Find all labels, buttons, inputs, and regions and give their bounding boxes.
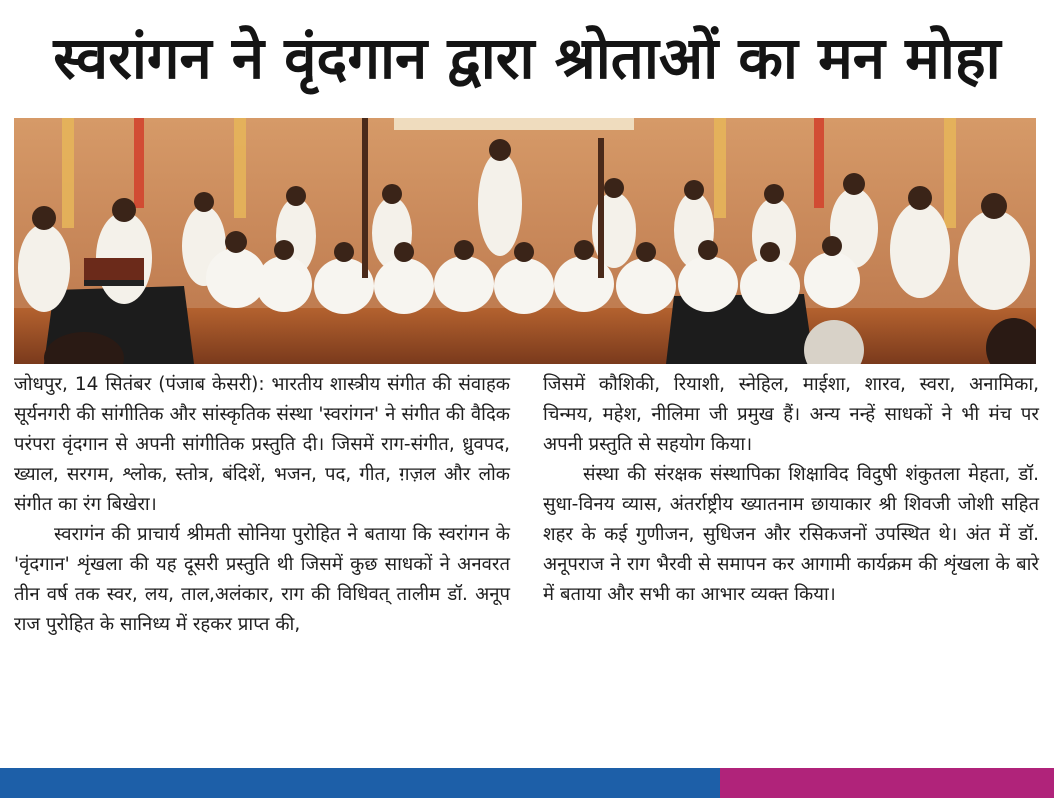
stage-scene-illustration: [14, 118, 1036, 364]
article-paragraph: स्वरागंन की प्राचार्य श्रीमती सोनिया पुरोहित ने बताया कि स्वरांगन के 'वृंदगान' शृंखला की यह दूसरी प्रस्तुति थी जिसमें कुछ साधकों ने अनवरत तीन वर्ष तक स्वर, लय, ताल,अलंकार, राग की विधिवत् तालीम डॉ. अनूप राज पुरोहित के सानिध्य में रहकर प्राप्त की,: [14, 524, 510, 635]
article-paragraph: संस्था की संरक्षक संस्थापिका शिक्षाविद विदुषी शंकुतला मेहता, डॉ. सुधा-विनय व्यास, अंतर्राष्ट्रीय ख्यातनाम छायाकार श्री शिवजी जोशी सहित शहर के कई गुणीजन, सुधिजन और रसिकजनों उपस्थित थे। अंत में डॉ. अनूपराज ने राग भैरवी से समापन कर आगामी कार्यक्रम की शृंखला के बारे में बताया और सभी का आभार व्यक्त किया।: [543, 464, 1039, 605]
article-left-column: [14, 370, 510, 640]
article-right-column: [543, 370, 1039, 610]
article-paragraph: जोधपुर, 14 सितंबर (पंजाब केसरी): भारतीय शास्त्रीय संगीत की संवाहक सूर्यनगरी की सांगीतिक और सांस्कृतिक संस्था 'स्वरांगन' ने संगीत की वैदिक परंपरा वृंदगान से अपनी सांगीतिक प्रस्तुति दी। जिसमें राग-संगीत, ध्रुवपद, ख्याल, सरगम, श्लोक, स्तोत्र, बंदिशें, भजन, पद, गीत, ग़ज़ल और लोक संगीत का रंग बिखेरा।: [14, 374, 510, 515]
advert-strip-graphic: [0, 768, 1054, 798]
performance-photo: [14, 118, 1036, 364]
headline: स्वरांगन ने वृंदगान द्वारा श्रोताओं का मन मोहा: [53, 24, 1001, 92]
article-paragraph: जिसमें कौशिकी, रियाशी, स्नेहिल, माईशा, शारव, स्वरा, अनामिका, चिन्मय, महेश, नीलिमा जी प्रमुख हैं। अन्य नन्हें साधकों ने भी मंच पर अपनी प्रस्तुति से सहयोग किया।: [543, 374, 1039, 455]
bottom-advert-strip: [0, 768, 1054, 798]
